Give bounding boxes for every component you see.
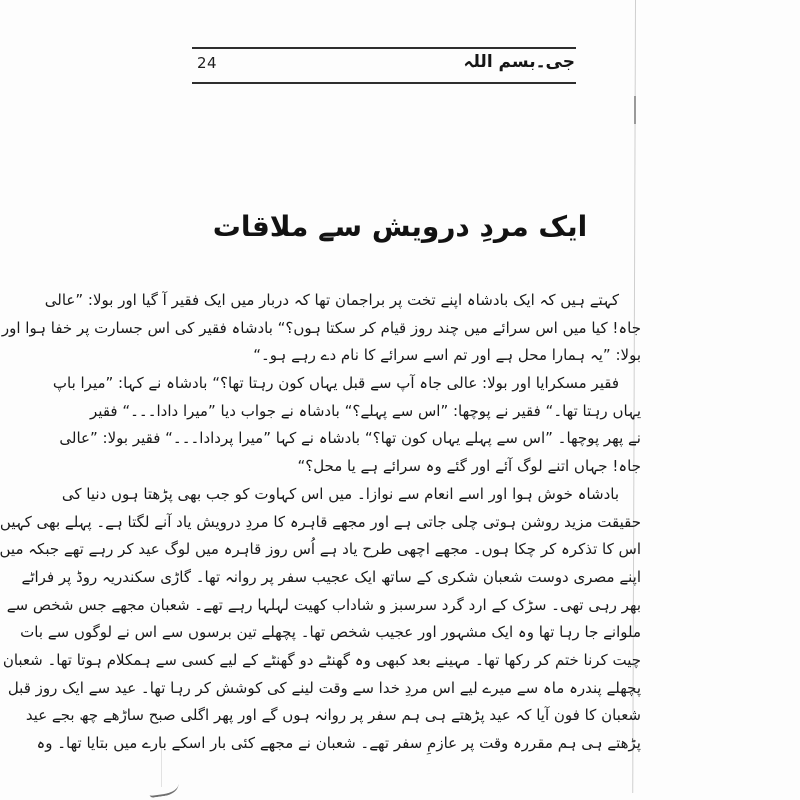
page-corner-curl-mark [148,782,179,798]
body-text-line: بھر رہی تھی۔ سڑک کے ارد گرد سرسبز و شاداب کھیت لہلہا رہے تھے۔ شعبان مجھے جس شخص سے [6,595,641,614]
body-text-line: جاہ! جہاں اتنے لوگ آئے اور گئے وہ سرائے ہے یا محل؟“ [297,457,641,476]
body-text-line: فقیر مسکرایا اور بولا: عالی جاہ آپ سے قبل یہاں کون رہتا تھا؟“ بادشاہ نے کہا: ”میرا باپ [52,374,619,393]
body-text-line: یہاں رہتا تھا۔“ فقیر نے پوچھا: ”اس سے پہلے؟“ بادشاہ نے جواب دیا ”میرا دادا۔۔۔“ فقیر [90,401,641,420]
body-text-line: کہتے ہیں کہ ایک بادشاہ اپنے تخت پر براجمان تھا کہ دربار میں ایک فقیر آ گیا اور بولا: ”عالی [44,291,619,309]
body-text-line: حقیقت مزید روشن ہوتی چلی جاتی ہے اور مجھے قاہرہ کا مردِ درویش یاد آنے لگتا ہے۔ پہلے بھی کہیں [0,512,641,531]
page-right-edge-dark-dash [634,96,636,124]
body-text [0,287,641,758]
body-text-line: اس کا تذکرہ کر چکا ہوں۔ مجھے اچھی طرح یاد ہے اُس روز قاہرہ میں لوگ عید کر رہے تھے جبکہ میں [0,540,641,559]
body-text-line: پڑھتے ہی ہم مقررہ وقت پر عازمِ سفر تھے۔ شعبان نے مجھے کئی بار اسکے بارے میں بتایا تھا۔ وہ [36,734,641,752]
page-number: 24 [197,54,218,72]
header-rule-top [192,47,576,49]
body-text-line: پچھلے پندرہ ماہ سے میرے لیے اس مردِ خدا سے وقت لینے کی کوشش کر رہا تھا۔ عید سے ایک روز قبل [7,678,641,697]
running-title: جی۔بسم اللہ [463,52,575,72]
body-text-line: اپنے مصری دوست شعبان شکری کے ساتھ ایک عجیب سفر پر روانہ تھا۔ گاڑی سکندریہ روڈ پر فراٹے [21,567,641,586]
body-text-line: شعبان کا فون آیا کہ عید پڑھتے ہی ہم سفر پر روانہ ہوں گے اور پھر اگلی صبح ساڑھے چھ بجے عید [25,706,641,725]
body-text-line: بولا: ”یہ ہمارا محل ہے اور تم اسے سرائے کا نام دے رہے ہو۔“ [253,346,641,365]
body-text-line: بادشاہ خوش ہوا اور اسے انعام سے نوازا۔ میں اس کہاوت کو جب بھی پڑھتا ہوں دنیا کی [61,484,619,503]
body-text-line: نے پھر پوچھا۔ ”اس سے پہلے یہاں کون تھا؟“ بادشاہ نے کہا ”میرا پردادا۔۔۔“ فقیر بولا: ”عالی [59,429,641,448]
body-text-line: جاہ! کیا میں اس سرائے میں چند روز قیام کر سکتا ہوں؟“ بادشاہ فقیر کی اس جسارت پر خفا ہوا اور [1,318,641,337]
body-text-line: ملوانے جا رہا تھا وہ ایک مشہور اور عجیب شخص تھا۔ پچھلے تین برسوں سے اس نے لوگوں سے بات [20,623,641,642]
body-text-line: چیت کرنا ختم کر رکھا تھا۔ مہینے بعد کبھی وہ گھنٹے دو گھنٹے کے لیے کسی سے ہمکلام ہوتا تھا۔ شعبان [2,650,641,669]
header-rule-bottom [192,82,576,84]
chapter-title: ایک مردِ درویش سے ملاقات [212,210,588,243]
